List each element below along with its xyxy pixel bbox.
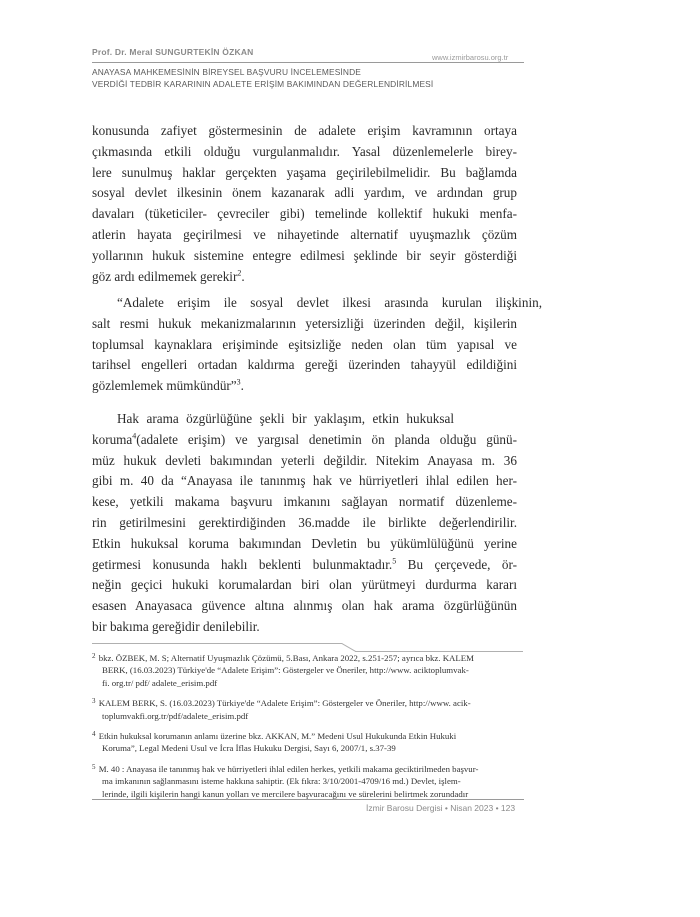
text-line: toplumsal kaynaklara erişiminde eşitsizliğe neden olan tüm yapısal ve — [92, 336, 517, 352]
page-footer: İzmir Barosu Dergisi • Nisan 2023 • 123 — [366, 803, 516, 813]
header-divider — [92, 62, 524, 63]
footnote-line: lerinde, ilgili kişilerin hangi kanun yolları ve mercilere başvuracağını ve sürelerini belirtmek zorundadır — [102, 788, 469, 799]
footnote-text: bkz. ÖZBEK, M. S; Alternatif Uyuşmazlık Çözümü, 5.Bası, Ankara 2022, s.251-257; ayrıca bkz. KALEM — [98, 653, 474, 663]
paragraph-2-quote — [92, 293, 542, 397]
footnote-ref[interactable]: 5 — [392, 556, 397, 566]
text-line: kese, yetkili makama başvuru imkanını sağlayan normatif düzenleme- — [92, 494, 517, 510]
text-line: davaları (tüketiciler- çevreciler gibi) temelinde kollektif hukuki menfa- — [92, 206, 517, 222]
footnotes — [92, 648, 522, 806]
text-line: müz hukuk devleti bakımından yeterli değildir. Nitekim Anayasa m. 36 — [92, 452, 517, 468]
text-line: çıkmasında etkili olduğu vurgulanmalıdır. Yasal düzenlemelerle birey- — [92, 143, 517, 159]
footnote-line: Koruma”, Legal Medeni Usul ve İcra İflas Hukuku Dergisi, Sayı 6, 2007/1, s.37-39 — [102, 743, 396, 754]
text-span: “Adalete erişim ile sosyal devlet ilkesi arasında kurulan ilişkinin, — [117, 295, 542, 310]
text-line: bir bakıma gereğidir denilebilir. — [92, 618, 260, 634]
footnote-line: ma imkanının sağlanmasını isteme hakkına sahiptir. (Ek fıkra: 3/10/2001-4709/16 md.) Devlet, işlem- — [102, 776, 461, 787]
text-line: rin getirilmesini gerektirdiğinden 36.madde ile birlikte değerlendirilir. — [92, 514, 517, 530]
footnote-ref[interactable]: 4 — [132, 431, 137, 441]
paragraph-1 — [92, 121, 517, 287]
footnote-line — [92, 728, 522, 742]
text-line: sosyal devlet ilkesinin önem kazanarak adli yardım, ve ardından grup — [92, 185, 517, 201]
text-line — [92, 376, 517, 397]
footnote-number: 3 — [92, 697, 96, 706]
period: . — [241, 268, 245, 284]
footnote-number: 4 — [92, 730, 96, 739]
text-line: salt resmi hukuk mekanizmalarının yetersizliği üzerinden değil, kişilerin — [92, 315, 517, 331]
text-line: konusunda zafiyet göstermesinin de adalete erişim kavramının ortaya — [92, 123, 517, 138]
text-span: (adalete erişim) ve yargısal denetimin ön planda olduğu günü- — [136, 431, 517, 447]
footnote-line — [92, 695, 522, 709]
text-line: neğin geçici hukuki korumalardan biri olan yürütmeyi durdurma kararı — [92, 577, 517, 593]
footnote-divider — [92, 643, 342, 644]
text-span: Bu çerçevede, ör- — [396, 556, 517, 572]
footnote-line — [92, 650, 522, 664]
article-title-line: ANAYASA MAHKEMESİNİN BİREYSEL BAŞVURU İNCELEMESİNDE — [92, 67, 362, 77]
period: . — [240, 378, 244, 394]
text-line — [92, 409, 517, 430]
footnote-5 — [92, 761, 522, 800]
footer-divider — [92, 799, 524, 800]
footnote-line: toplumvakfi.org.tr/pdf/adalete_erisim.pdf — [102, 710, 249, 721]
footnote-line: BERK, (16.03.2023) Türkiye'de “Adalete Erişim”: Göstergeler ve Öneriler, http://www. aciktoplumvak- — [102, 665, 469, 676]
footnote-text: KALEM BERK, S. (16.03.2023) Türkiye'de “Adalete Erişim”: Göstergeler ve Öneriler, http://www. acik- — [98, 698, 471, 709]
text-line: esasen Anayasaca güvence altına alınmış olan hak arama özgürlüğünün — [92, 598, 517, 614]
text-line — [92, 430, 517, 451]
text-line — [92, 267, 517, 288]
text-line: Etkin hukuksal koruma bakımından Devletin bu yükümlülüğünü yerine — [92, 535, 517, 551]
footnote-text: Etkin hukuksal korumanın anlamı üzerine bkz. AKKAN, M.” Medeni Usul Hukukunda Etkin Hukuki — [98, 731, 457, 742]
article-title — [92, 66, 532, 90]
article-title-line: VERDİĞİ TEDBİR KARARININ ADALETE ERİŞİM BAKIMINDAN DEĞERLENDİRİLMESİ — [92, 79, 434, 89]
text-span: koruma — [92, 431, 133, 447]
text-line: atlerin hayata geçirilmesi ve nihayetinde alternatif uyuşmazlık çözüm — [92, 226, 517, 242]
text-span: gözlemlemek mümkündür” — [92, 378, 237, 394]
footnote-number: 5 — [92, 762, 96, 771]
footnote-2 — [92, 650, 522, 689]
text-span: göz ardı edilmemek gerekir — [92, 268, 238, 284]
text-span: getirmesi konusunda haklı beklenti bulunmaktadır. — [92, 556, 393, 572]
footnote-line — [92, 761, 522, 775]
footnote-number: 2 — [92, 652, 96, 660]
website-link[interactable]: www.izmirbarosu.org.tr — [432, 53, 509, 62]
author-name: Prof. Dr. Meral SUNGURTEKİN ÖZKAN — [92, 47, 254, 57]
text-line: lere sunulmuş haklar gerçekten yaşama geçirilebilmelidir. Bu bağlamda — [92, 164, 517, 180]
text-line: yollarının hukuk sistemine entegre edilmesi şeklinde bir seyir gösterdiği — [92, 247, 517, 263]
footnote-line: fi. org.tr/ pdf/ adalete_erisim.pdf — [102, 677, 218, 688]
footnote-4 — [92, 728, 522, 755]
text-line: tarihsel engelleri ortadan kaldırma gereği üzerinden tahayyül edildiğini — [92, 357, 517, 373]
text-line — [92, 293, 542, 314]
footnote-text: M. 40 : Anayasa ile tanınmış hak ve hürriyetleri ihlal edilen herkes, yetkili makama geciktirilmeden başvur- — [98, 763, 479, 774]
text-line: gibi m. 40 da “Anayasa ile tanınmış hak ve hürriyetleri ihlal edilen her- — [92, 473, 517, 489]
footnote-ref[interactable]: 2 — [237, 268, 242, 278]
footnote-3 — [92, 695, 522, 722]
footnote-ref[interactable]: 3 — [236, 377, 241, 387]
text-span: Hak arama özgürlüğüne şekli bir yaklaşım, etkin hukuksal — [117, 411, 455, 426]
text-line — [92, 555, 517, 576]
paragraph-3 — [92, 409, 517, 638]
